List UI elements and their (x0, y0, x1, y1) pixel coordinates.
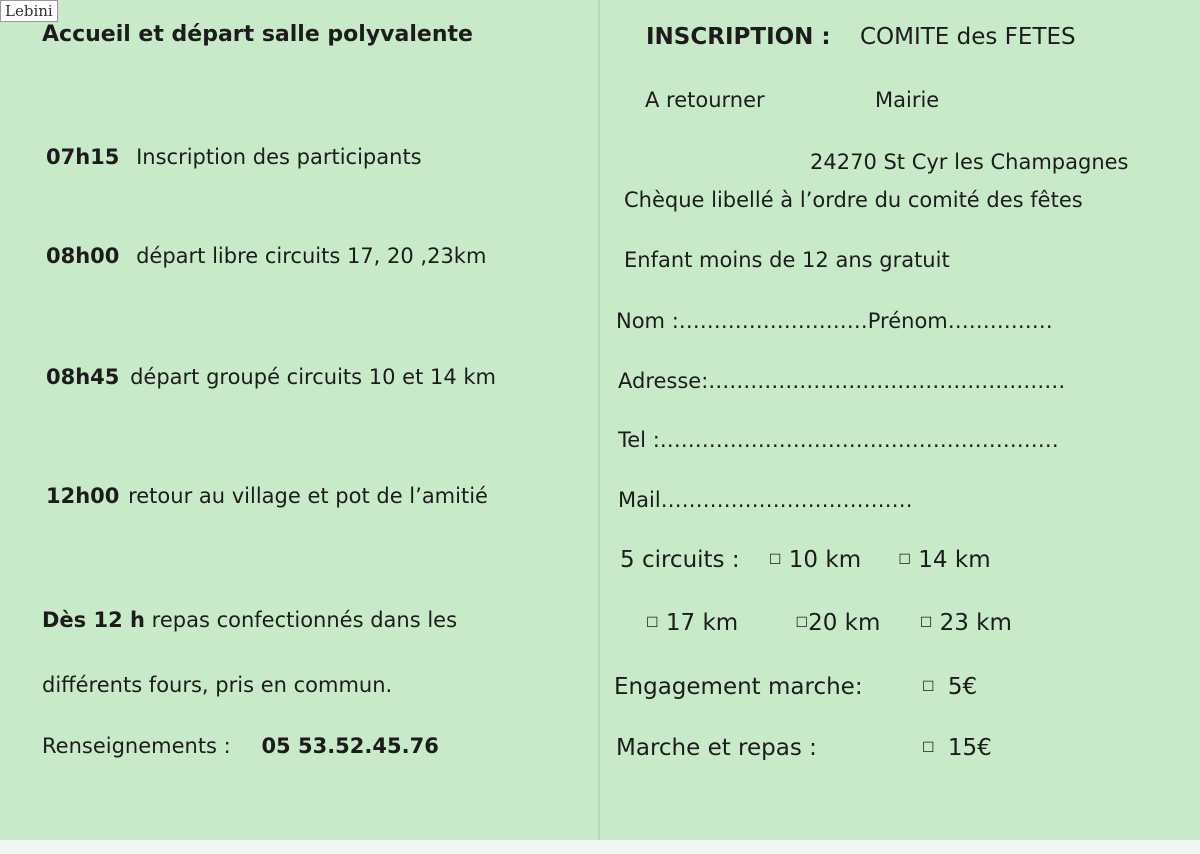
schedule-text: départ libre circuits 17, 20 ,23km (136, 244, 487, 268)
info-label: Renseignements : (42, 734, 231, 758)
right-title (646, 24, 1076, 50)
circuit-label: 14 km (918, 547, 991, 573)
circuit-label: 20 km (808, 610, 881, 636)
return-label: A retourner (645, 88, 765, 112)
checkbox-icon: ☐ (898, 552, 911, 568)
watermark: Lebini (0, 0, 58, 22)
child-line: Enfant moins de 12 ans gratuit (624, 248, 950, 272)
circuit-label: 17 km (665, 610, 739, 636)
repas-label: Marche et repas : (616, 735, 817, 761)
checkbox-icon: ☐ (922, 740, 935, 756)
checkbox-icon: ☐ (795, 615, 809, 631)
cheque-line: Chèque libellé à l’ordre du comité des fêtes (624, 188, 1083, 212)
mail-field[interactable]: Mail……………………………… (618, 488, 913, 512)
return-to: Mairie (875, 88, 940, 112)
schedule-time: 07h15 (46, 145, 120, 169)
info-phone: 05 53.52.45.76 (261, 734, 439, 758)
page-edge (0, 840, 1200, 854)
circuit-10-checkbox[interactable] (769, 547, 861, 573)
nom-field[interactable]: Nom :………………………Prénom…………… (616, 309, 1053, 333)
checkbox-icon: ☐ (646, 615, 659, 631)
schedule-item (46, 244, 486, 268)
circuit-14-checkbox[interactable] (898, 547, 990, 573)
fold-line (598, 0, 600, 840)
meal-line-2: différents fours, pris en commun. (42, 673, 393, 697)
circuits-label: 5 circuits : (620, 547, 740, 573)
tel-field[interactable]: Tel :………………………………………………… (618, 428, 1059, 452)
right-title-bold: INSCRIPTION : (646, 24, 831, 50)
meal-time: Dès 12 h (42, 608, 145, 632)
checkbox-icon: ☐ (922, 679, 935, 695)
repas-checkbox[interactable] (922, 735, 992, 761)
circuit-17-checkbox[interactable] (646, 610, 738, 636)
schedule-item (46, 484, 488, 508)
right-title-rest: COMITE des FETES (859, 24, 1076, 50)
repas-price: 15€ (947, 735, 992, 761)
circuit-20-checkbox[interactable] (796, 610, 881, 636)
schedule-time: 08h00 (46, 244, 120, 268)
circuits-row-1 (620, 547, 991, 573)
engagement-checkbox[interactable] (922, 674, 977, 700)
schedule-item (46, 145, 422, 169)
schedule-text: départ groupé circuits 10 et 14 km (130, 365, 497, 389)
meal-line (42, 608, 457, 632)
info-line (42, 734, 439, 758)
circuit-label: 10 km (788, 547, 862, 573)
schedule-text: retour au village et pot de l’amitié (128, 484, 488, 508)
circuit-23-checkbox[interactable] (920, 610, 1012, 636)
schedule-text: Inscription des participants (136, 145, 422, 169)
circuits-row-2 (646, 610, 1012, 636)
checkbox-icon: ☐ (768, 552, 782, 568)
schedule-time: 12h00 (46, 484, 120, 508)
schedule-item (46, 365, 496, 389)
checkbox-icon: ☐ (919, 615, 933, 631)
meal-text: repas confectionnés dans les (144, 608, 458, 632)
address-line: 24270 St Cyr les Champagnes (810, 150, 1129, 174)
schedule-time: 08h45 (46, 365, 120, 389)
left-title: Accueil et départ salle polyvalente (42, 22, 473, 47)
engagement-label: Engagement marche: (614, 674, 863, 700)
circuit-label: 23 km (939, 610, 1012, 636)
adresse-field[interactable]: Adresse:…………………………………………… (618, 369, 1066, 393)
engagement-price: 5€ (947, 674, 978, 700)
